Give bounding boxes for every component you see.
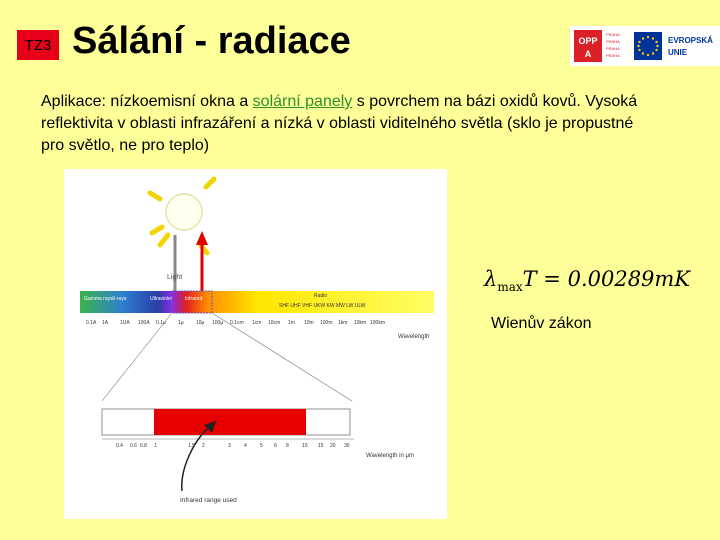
band-ir: Infrared	[185, 296, 203, 302]
tick-5: 1μ	[178, 320, 184, 326]
micron-tick-9: 6	[274, 443, 277, 449]
micron-tick-8: 5	[260, 443, 263, 449]
eu-text: EVROPSKÁ	[668, 36, 713, 45]
formula-body: T = 0.00289	[522, 267, 655, 291]
wavelength-label: Wavelength	[398, 334, 430, 340]
micron-tick-4: 1.5	[188, 443, 195, 449]
formula-unit: mK	[654, 267, 691, 291]
ir-range-label: Infrared range used	[180, 497, 237, 504]
ir-range-used-bar	[154, 409, 306, 435]
zoom-line-right	[212, 313, 352, 401]
op-logo-text: OPP	[578, 36, 598, 46]
micron-tick-14: 30	[344, 443, 350, 449]
tick-15: 10km	[354, 320, 367, 326]
slide-title: Sálání - radiace	[72, 20, 351, 62]
formula-lambda: λ	[484, 267, 498, 291]
micron-tick-7: 4	[244, 443, 247, 449]
micron-axis-label: Wavelength in μm	[366, 453, 414, 459]
tick-1: 1A	[102, 320, 109, 326]
tick-12: 10m	[304, 320, 314, 326]
reflected-arrow-head-icon	[196, 231, 208, 245]
tick-6: 10μ	[196, 320, 205, 326]
micron-tick-1: 0.6	[130, 443, 137, 449]
micron-tick-10: 8	[286, 443, 289, 449]
logo-small-text-1: PRAHA	[606, 32, 620, 37]
band-xrays: X-rays	[112, 296, 127, 302]
micron-tick-12: 15	[318, 443, 324, 449]
tick-9: 1cm	[252, 320, 262, 326]
tick-11: 1m	[288, 320, 295, 326]
tick-10: 10cm	[268, 320, 281, 326]
op-logo-text-2: A	[584, 49, 592, 59]
formula-subscript: max	[497, 280, 523, 295]
slide-tag: TZ3	[17, 30, 59, 60]
micron-tick-11: 10	[302, 443, 308, 449]
tick-2: 1UA	[120, 320, 130, 326]
eu-text-2: UNIE	[668, 48, 688, 57]
tick-7: 100μ	[212, 320, 224, 326]
micron-tick-5: 2	[202, 443, 205, 449]
logo-small-text-2: PRAHA	[606, 39, 620, 44]
description-text-2: s povrchem na bázi oxidů kovů. Vysoká reflektivita v oblasti infrazáření a nízká v oblasti viditelného světla (sklo je propustné pro světlo, ne pro teplo)	[41, 93, 638, 154]
tick-8: 0.1cm	[230, 320, 244, 326]
wien-law-label: Wienův zákon	[491, 315, 592, 332]
spectrum-bar	[80, 291, 434, 313]
description-text-1: Aplikace: nízkoemisní okna a	[41, 93, 253, 110]
sun-icon	[166, 194, 202, 230]
micron-tick-6: 3	[228, 443, 231, 449]
tick-13: 100m	[320, 320, 333, 326]
tick-14: 1km	[338, 320, 348, 326]
zoom-line-left	[102, 313, 172, 401]
tick-16: 100km	[370, 320, 386, 326]
micron-tick-3: 1	[154, 443, 157, 449]
tick-4: 0.1μ	[156, 320, 166, 326]
solar-panels-link[interactable]: solární panely	[252, 93, 353, 110]
logo-small-text-3: PRAHA	[606, 46, 620, 51]
spectrum-figure	[64, 169, 447, 519]
light-label: Light	[167, 274, 183, 281]
radio-subbands: SHF UHF VHF UKW KW MW LW ULW	[279, 303, 366, 309]
band-gamma: Gamma rays	[84, 296, 113, 302]
logo-small-text-4: PRAHA	[606, 53, 620, 58]
op-eu-logo	[570, 26, 720, 66]
micron-tick-0: 0.4	[116, 443, 123, 449]
band-uv: Ultraviolet	[150, 296, 173, 302]
description	[41, 91, 641, 157]
micron-tick-13: 20	[330, 443, 336, 449]
tick-3: 100A	[138, 320, 150, 326]
tick-0: 0.1A	[86, 320, 97, 326]
wien-formula	[484, 267, 690, 294]
band-radio: Radio	[314, 293, 328, 299]
micron-tick-2: 0.8	[140, 443, 147, 449]
